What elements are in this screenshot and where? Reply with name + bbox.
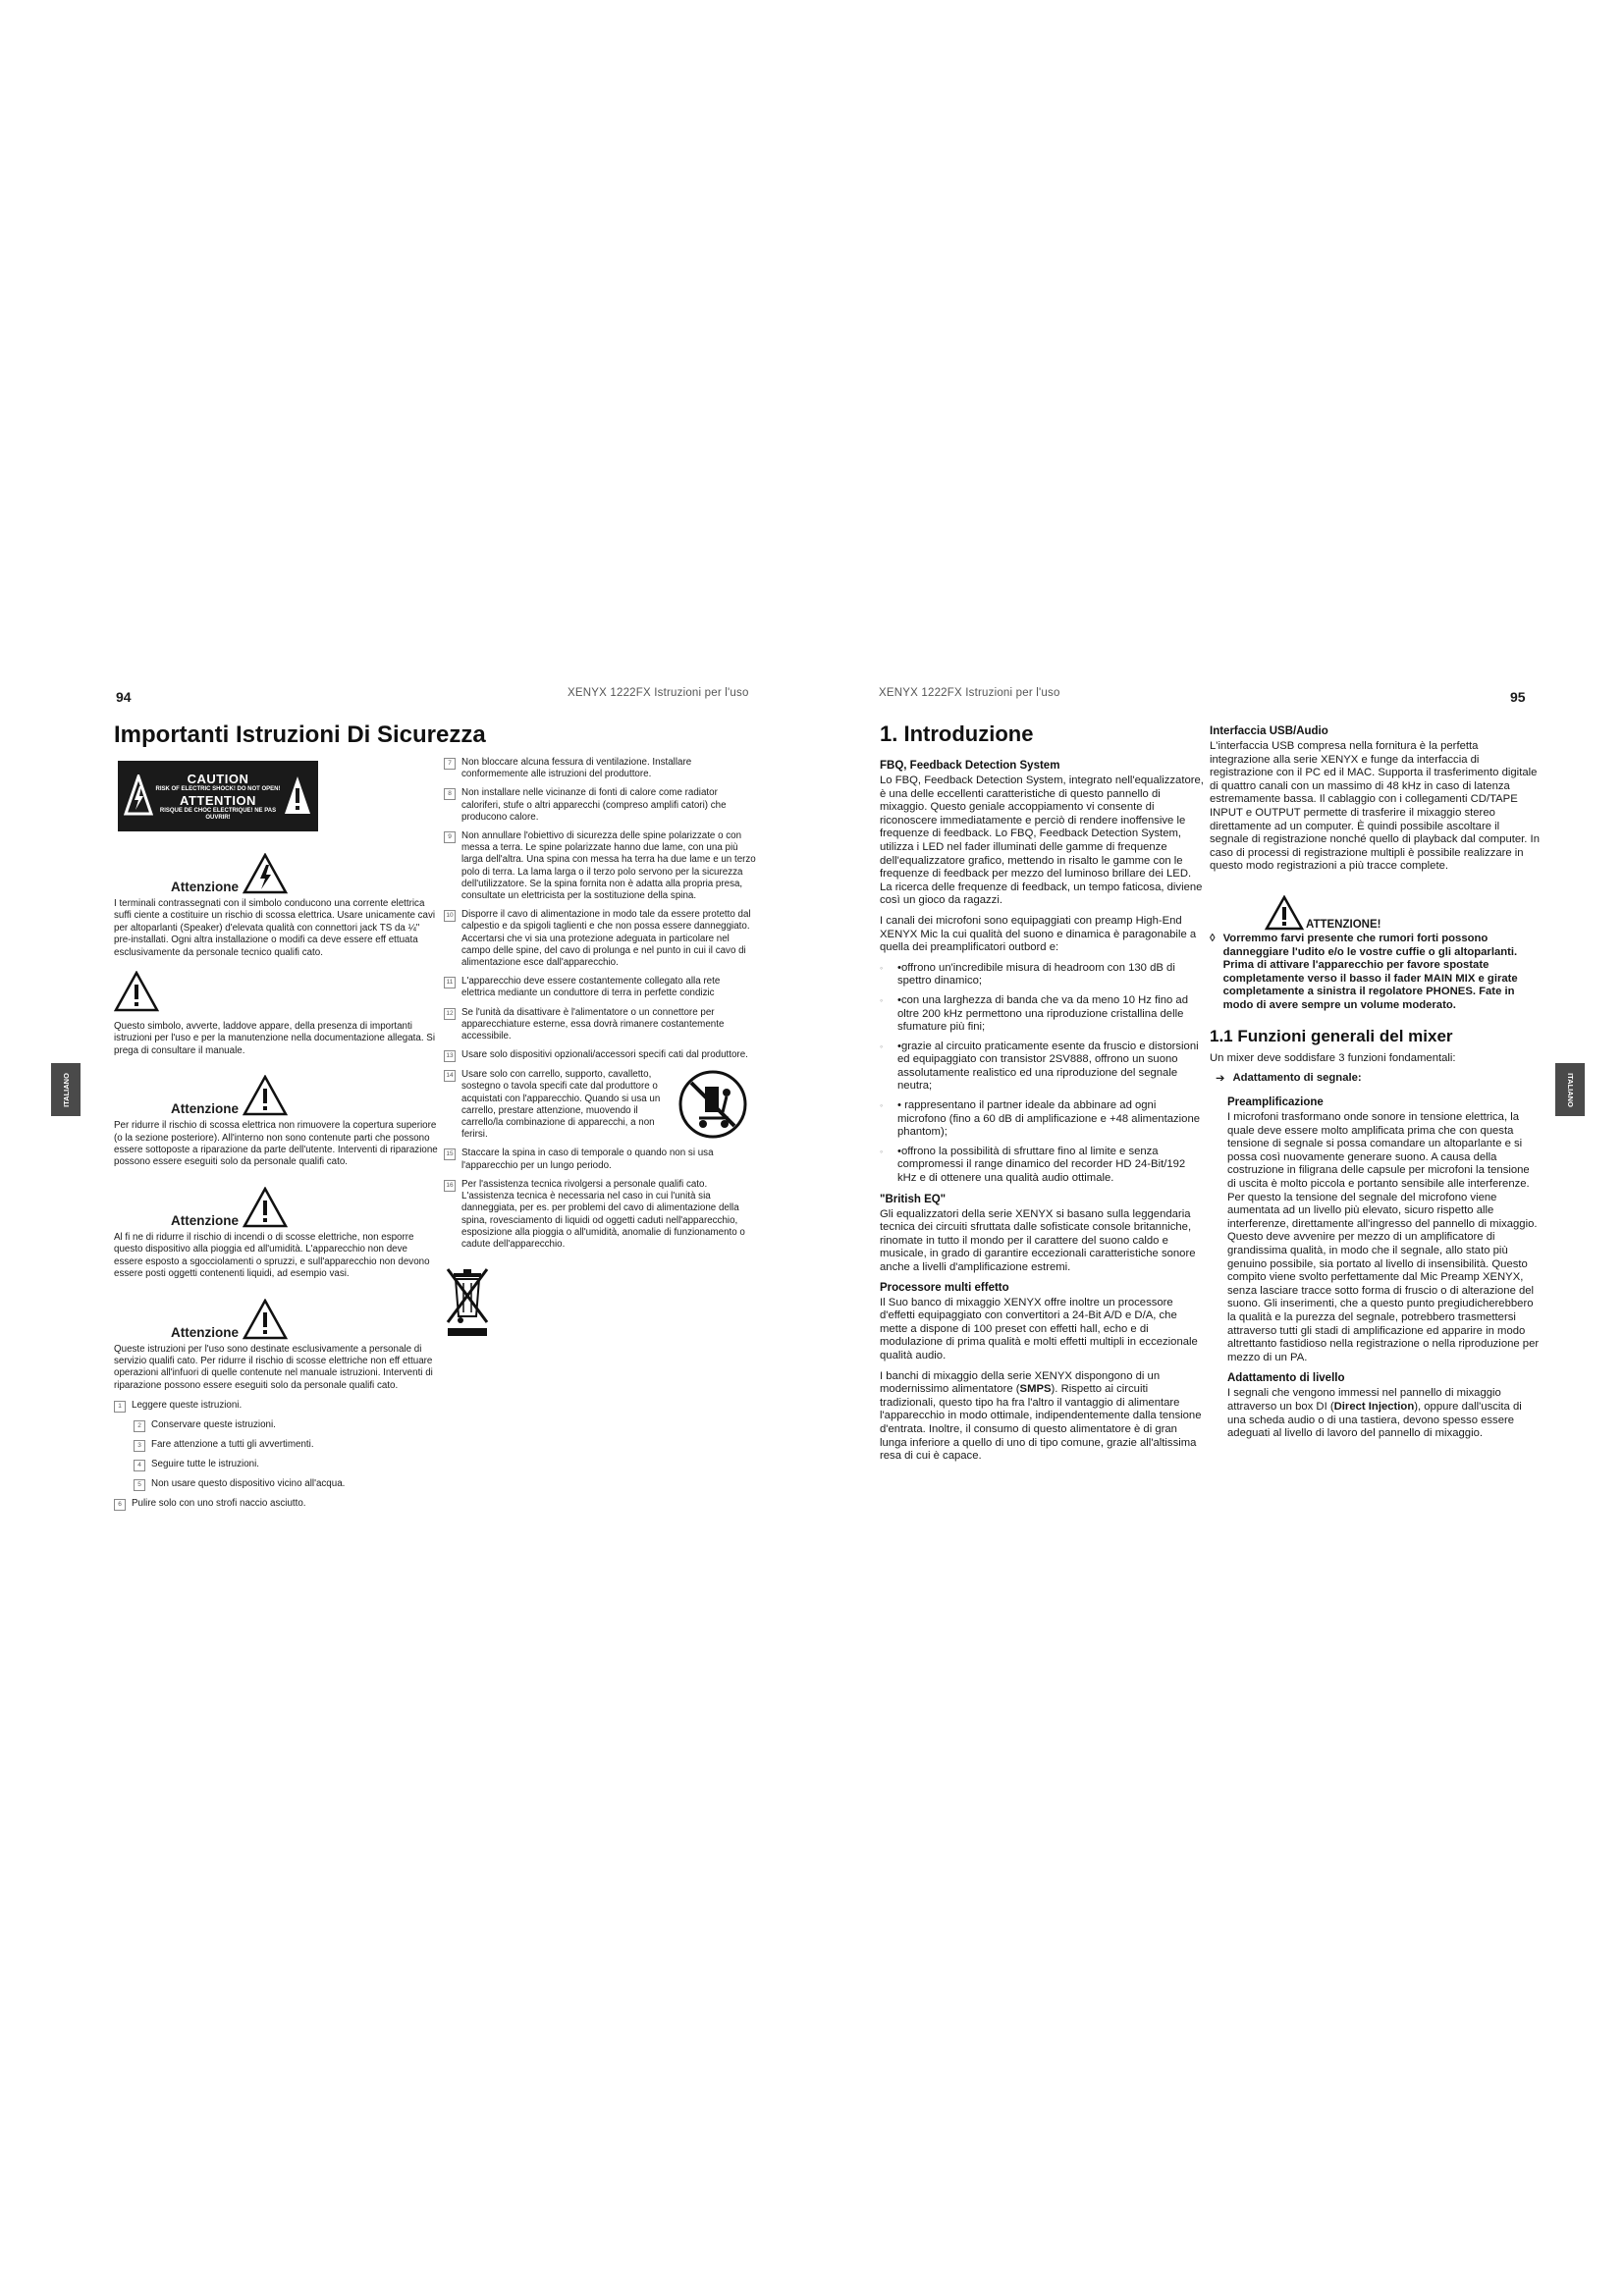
list-item: 6 Pulire solo con uno strofi naccio asciutto. — [114, 1498, 438, 1511]
exclamation-warning-icon — [114, 971, 159, 1012]
weee-bin-icon — [444, 1263, 491, 1340]
list-item: 14 Usare solo con carrello, supporto, cavalletto, sostegno o tavola specifi cate dal produttore o acquistati con l'apparecchio. Quando si usa un carrello, prestare attenzione, muovendo il carrello/la combinazione di apparecchi, a non ferirsi. — [444, 1069, 756, 1141]
right-column-1 — [880, 760, 1204, 1470]
intro-title: 1. Introduzione — [880, 721, 1034, 746]
arrow-icon: ➔ — [1216, 1073, 1225, 1086]
attention-text-1: I terminali contrassegnati con il simbolo conducono una corrente elettrica suffi ciente a costituire un rischio di scossa elettrica. Usare unicamente cavi per altoparlanti (Speaker) d'elevata qualità con connettori jack TS da ¼" pre-installati. Ogni altra installazione o modifi ca deve essere eff ettuata esclusivamente da personale tecnico qualifi cato. — [114, 898, 436, 958]
safety-title: Importanti Istruzioni Di Sicurezza — [114, 721, 486, 748]
list-item: 7 Non bloccare alcuna fessura di ventilazione. Installare conformemente alle istruzioni del produttore. — [444, 757, 756, 780]
attention-block-1 — [171, 853, 438, 894]
smps-text: I banchi di mixaggio della serie XENYX dispongono di un modernissimo alimentatore (SMPS). Rispetto ai circuiti tradizionali, questo tipo ha fra l'altro il vantaggio di alimentare l'apparecchio in modo ottimale, indipendentemente dalla tensione d'entrata. Inoltre, il consumo di questo alimentatore è di gran lunga inferiore a quello di uno di tipo comune, grazie all'altissima resa di cui è capace. — [880, 1369, 1202, 1463]
attention-text-2: Per ridurre il rischio di scossa elettrica non rimuovere la copertura superiore (o la sezione posteriore). All'interno non sono contenute parti che possono essere sottoposte a riparazione da parte dell'utente. Interventi di riparazione possono essere eseguiti solo da personale qualifi cato. — [114, 1120, 438, 1168]
function-item: ➔ Adattamento di segnale: — [1216, 1072, 1362, 1086]
lightning-warning-icon — [243, 853, 288, 894]
list-item: 4 Seguire tutte le istruzioni. — [114, 1459, 438, 1471]
attention-block-4 — [171, 1299, 438, 1340]
list-item: 2 Conservare queste istruzioni. — [114, 1419, 438, 1432]
caution-subtext: RISK OF ELECTRIC SHOCK! DO NOT OPEN! — [155, 785, 281, 792]
preamp-text: I microfoni trasformano onde sonore in tensione elettrica, la quale deve essere molto amplificata prima che con questa tensione di segnale si possa comandare un altoparlante e si possa così nuovamente generare suono. A causa della costruzione in filigrana delle capsule per microfoni la tensione di uscita è molto piccola e portanto sensibile alle interferenze. Per questo la tensione del segnale del microfono viene aumentata ad un livello più elevato, sicuro rispetto alle interferenze, direttamente all'ingresso del pannello di mixaggio. Questo deve avvenire per mezzo di un amplificatore di grandissima qualità, in modo che il segnale, allo stato più genuino possibile, sia portato al livello di insensibilità. Questo compito viene svolto perfettamente dal Mic Preamp XENYX, senza lasciare tracce sotto forma di fruscio o di alterazione del suono. Gli inserimenti, che a questo punto pregiudicherebbero la qualità e la purezza del segnale, potrebbero trasmettersi attraverso tutti gli stadi di amplificazione ed apparire in modo altrettanto fastidioso nella registrazione o nella riproduzione per mezzo di un PA. — [1227, 1111, 1540, 1363]
safety-list-right — [444, 757, 756, 1251]
list-item: 9 Non annullare l'obiettivo di sicurezza delle spine polarizzate o con messa a terra. Le spine polarizzate hanno due lame, con una più larga dell'altra. Una spina con messa ha terra ha due lame e un terzo polo di terra. La lama larga o il terzo polo servono per la sicurezza dell'utilizzatore. Se la spina fornita non è adatta alla propria presa, consultate un elettricista per la sostituzione della spina. — [444, 830, 756, 902]
exclamation-warning-icon — [243, 1075, 288, 1116]
fbq-heading: FBQ, Feedback Detection System — [880, 760, 1060, 772]
caution-heading: CAUTION — [187, 771, 249, 786]
exclamation-warning-icon — [1265, 895, 1304, 931]
warning-text: Vorremmo farvi presente che rumori forti possono danneggiare l'udito e/o le vostre cuffie o gli altoparlanti. Prima di attivare l'apparecchio per favore spostate completamente verso il basso il fader MAIN MIX e girate completamente a sinistra il regolatore PHONES. Fate in modo di avere sempre un volume moderato. — [1222, 932, 1518, 1011]
list-item: ◦ •grazie al circuito praticamente esente da fruscio e distorsioni ed equipaggiato con transistor 2SV888, offrono un suono assolutamente realistico ed una riproduzione del segnale neutra; — [880, 1040, 1199, 1093]
list-item: ◦ • rappresentano il partner ideale da abbinare ad ogni microfono (fino a 60 dB di amplificazione e +48 alimentazione phantom); — [880, 1099, 1201, 1139]
cart-warning-icon — [677, 1069, 748, 1140]
attention-label: Attenzione — [171, 1324, 239, 1340]
functions-intro: Un mixer deve soddisfare 3 funzioni fondamentali: — [1210, 1051, 1456, 1064]
safety-list-left — [114, 1400, 438, 1511]
caution-label — [118, 761, 318, 831]
british-eq-heading: "British EQ" — [880, 1193, 947, 1205]
page-number-right: 95 — [1510, 689, 1526, 705]
left-column-2 — [444, 757, 756, 1345]
exclamation-icon — [283, 774, 312, 818]
list-item: 11 L'apparecchio deve essere costantemente collegato alla rete elettrica mediante un conduttore di terra in perfette condizic — [444, 976, 756, 999]
list-item: 5 Non usare questo dispositivo vicino all'acqua. — [114, 1478, 438, 1491]
lightning-icon — [124, 774, 153, 818]
attention-text-3: Al fi ne di ridurre il rischio di incendi o di scosse elettriche, non esporre questo dispositivo alla pioggia ed all'umidità. L'apparecchio non deve essere esposto a sgocciolamenti o spruzzi, e sull'apparecchio non devono essere posti oggetti contenenti liquidi, ad esempio vasi. — [114, 1231, 430, 1280]
attention-subtext: RISQUE DE CHOC ELECTRIQUE! NE PAS OUVRIR! — [159, 807, 277, 821]
attention-text-4: Queste istruzioni per l'uso sono destinate esclusivamente a personale di servizio qualifi cato. Per ridurre il rischio di scosse elettriche non eff ettuare operazioni all'infuori di quelle contenute nel manuale istruzioni. Interventi di riparazione possono essere eseguiti solo da personale qualifi cato. — [114, 1343, 433, 1391]
list-item: ◦ •offrono un'incredibile misura di headroom con 130 dB di spettro dinamico; — [880, 961, 1175, 988]
running-header-left: XENYX 1222FX Istruzioni per l'uso — [568, 687, 749, 699]
british-eq-text: Gli equalizzatori della serie XENYX si basano sulla leggendaria tecnica dei circuiti sfruttata dalle sofisticate console britanniche, rinomate in tutto il mondo per il carattere del suono caldo e musicale, in grado di garantire eccezionali caratteristiche sonore anche a livelli d'amplificazione estremi. — [880, 1207, 1196, 1273]
list-item: 12 Se l'unità da disattivare è l'alimentatore o un connettore per apparecchiature esterne, essa dovrà rimanere costantemente accessibile. — [444, 1007, 756, 1043]
list-item: 3 Fare attenzione a tutti gli avvertimenti. — [114, 1439, 438, 1452]
list-item: 15 Staccare la spina in caso di temporale o quando non si usa l'apparecchio per un lungo periodo. — [444, 1148, 756, 1171]
attention-block-2 — [171, 1075, 438, 1116]
attention-label: Attenzione — [171, 880, 239, 894]
language-tab-left — [51, 1063, 81, 1116]
list-item: 13 Usare solo dispositivi opzionali/accessori specifi cati dal produttore. — [444, 1049, 756, 1062]
warning-text-block — [1210, 933, 1540, 1013]
preamp-section — [1210, 1096, 1540, 1441]
warning-bullet-icon: ◊ — [1210, 932, 1216, 944]
functions-title: 1.1 Funzioni generali del mixer — [1210, 1026, 1453, 1045]
list-item: 16 Per l'assistenza tecnica rivolgersi a personale qualifi cato. L'assistenza tecnica è necessaria nel caso in cui l'unità sia danneggiata, per es. per problemi del cavo di alimentazione della spina, rovesciamento di liquidi od oggetti caduti nell'apparecchio, esposizione alla pioggia o all'umidità, anomalie di funzionamento o cadute dell'apparecchio. — [444, 1179, 756, 1251]
exclamation-warning-icon — [243, 1187, 288, 1228]
level-text: I segnali che vengono immessi nel pannello di mixaggio attraverso un box DI (Direct Injection), oppure dall'uscita di una scheda audio o di una tastiera, devono spesso essere adeguati al livello di lavoro del pannello di mixaggio. — [1227, 1387, 1522, 1440]
usb-text: L'interfaccia USB compresa nella fornitura è la perfetta integrazione alla serie XENYX e funge da interfaccia di registrazione con il PC ed il MAC. Supporta il trasferimento digitale di quattro canali con un massimo di 48 kHz in caso di latenza estremamente bassa. Il cablaggio con i collegamenti CD/TAPE INPUT e OUTPUT permette di trasferire il mixaggio stereo direttamente ad un computer. È quindi possibile ascoltare il segnale di registrazione nonché quello di playback dal computer. In caso di processi di registrazione multipli è possibile realizzare in questo modo registrazioni a più tracce complete. — [1210, 740, 1540, 873]
multi-effect-text: Il Suo banco di mixaggio XENYX offre inoltre un processore d'effetti equipaggiato con convertitori a 24-Bit A/D e D/A, che mette a dispone di 100 preset con effetti hall, echo e di modulazione di prima qualità e molti effetti multipli in eccezionale qualità audio. — [880, 1296, 1198, 1362]
running-header-right: XENYX 1222FX Istruzioni per l'uso — [879, 687, 1060, 699]
list-item: 1 Leggere queste istruzioni. — [114, 1400, 438, 1413]
fbq-text: Lo FBQ, Feedback Detection System, integrato nell'equalizzatore, è una delle eccellenti caratteristiche di questo pannello di mixaggio. Questo geniale accoppiamento vi consente di riconoscere immediatamente e perciò di rendere inoffensive le frequenze di feedback. Lo FBQ, Feedback Detection System, utilizza i LED nel fader illuminati delle gamme di frequenze dell'equalizzatore grafico, mettendo in risalto le gamme con le frequenze di feedback per mezzo del luminoso brillare dei LED. La ricerca delle frequenze di feedback, un tempo faticosa, diviene così un gioco da ragazzi. — [880, 774, 1204, 907]
right-column-2 — [1210, 725, 1540, 1448]
warning-label: ATTENZIONE! — [1306, 918, 1381, 931]
preamp-feature-list — [880, 962, 1204, 1186]
language-tab-right — [1555, 1063, 1585, 1116]
level-heading: Adattamento di livello — [1227, 1372, 1345, 1385]
list-item: ◦ •offrono la possibilità di sfruttare fino al limite e senza compromessi il range dinamico del recorder HD 24-Bit/192 kHz e di ottenere una qualità audio ottimale. — [880, 1145, 1186, 1185]
channels-text: I canali dei microfoni sono equipaggiati con preamp High-End XENYX Mic la cui qualità del suono e dinamica è paragonabile a quella dei preamplificatori outbord e: — [880, 914, 1197, 954]
exclamation-warning-icon — [243, 1299, 288, 1340]
attention-heading: ATTENTION — [180, 792, 256, 808]
list-item: ◦ •con una larghezza di banda che va da meno 10 Hz fino ad oltre 200 kHz permettono una riproduzione cristallina delle sfumature più fini; — [880, 993, 1188, 1034]
usb-heading: Interfaccia USB/Audio — [1210, 725, 1328, 737]
attention-block-3 — [171, 1187, 438, 1228]
preamp-heading: Preamplificazione — [1227, 1096, 1324, 1109]
list-item: 10 Disporre il cavo di alimentazione in modo tale da essere protetto dal calpestio e da spigoli taglienti e che non possa essere danneggiato. Accertarsi che vi sia una protezione adeguata in particolare nel campo delle spine, del cavo di prolunga e nel punto in cui il cavo di alimentazione esce dall'apparecchio. — [444, 909, 756, 969]
list-item: 8 Non installare nelle vicinanze di fonti di calore come radiator caloriferi, stufe o altri apparecchi (compreso amplifi catori) che producono calore. — [444, 787, 756, 824]
language-tab-label: ITALIANO — [1565, 1072, 1575, 1107]
symbol-text: Questo simbolo, avverte, laddove appare, della presenza di importanti istruzioni per l'uso e per la manutenzione nella documentazione allegata. Si prega di consultare il manuale. — [114, 1021, 435, 1056]
page-number-left: 94 — [116, 689, 132, 705]
multi-effect-heading: Processore multi effetto — [880, 1281, 1009, 1294]
attention-warning — [1265, 895, 1540, 931]
attention-label: Attenzione — [171, 1101, 239, 1117]
attention-label: Attenzione — [171, 1212, 239, 1228]
language-tab-label: ITALIANO — [61, 1072, 71, 1107]
left-column-1 — [114, 761, 438, 1518]
